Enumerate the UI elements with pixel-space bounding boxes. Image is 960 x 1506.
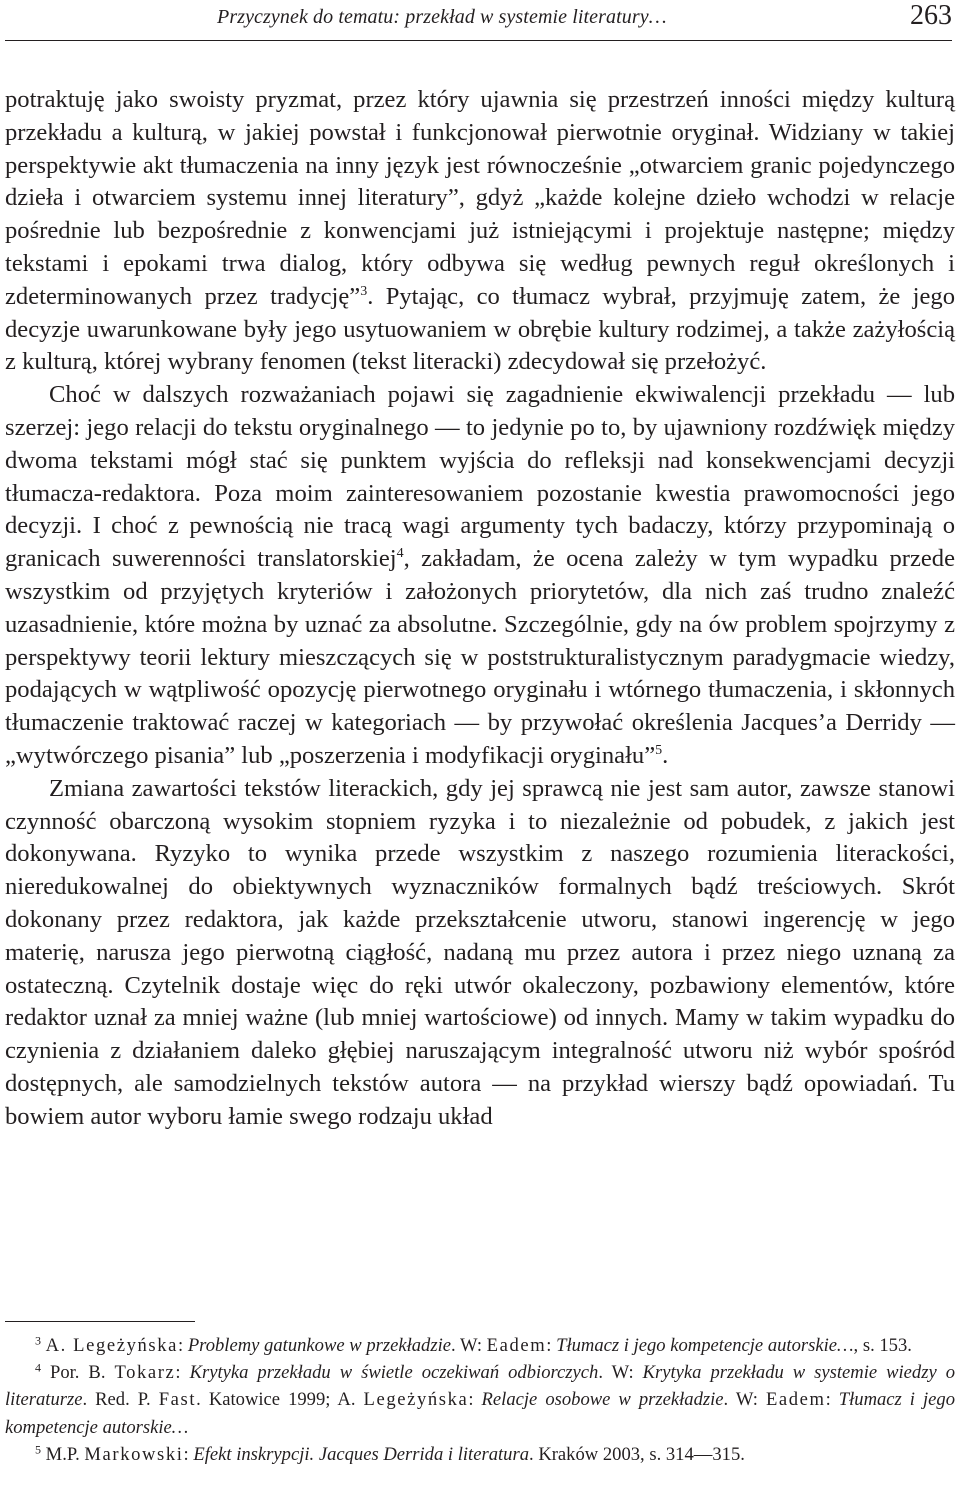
running-title: Przyczynek do tematu: przekład w systemie literatury… bbox=[217, 6, 667, 28]
footnote-author: Eadem bbox=[765, 1389, 826, 1411]
footnote-title: Krytyka przekładu w systemie wiedzy o literaturze bbox=[5, 1362, 955, 1411]
footnote-title: Problemy gatunkowe w przekładzie bbox=[187, 1335, 452, 1356]
footnote-author: Fast bbox=[158, 1389, 197, 1411]
footnote-text: : bbox=[175, 1362, 190, 1384]
footnote-text: . W: bbox=[451, 1335, 487, 1356]
footnote-ref-3: 3 bbox=[360, 283, 368, 299]
footnote-author: Legeżyńska bbox=[363, 1389, 469, 1411]
footnote-divider bbox=[5, 1321, 195, 1322]
footnote-title: Efekt inskrypcji. Jacques Derrida i literatura bbox=[193, 1443, 530, 1465]
footnote-title: Krytyka przekładu w świetle oczekiwań odbiorczych bbox=[189, 1362, 599, 1384]
footnote-author: Markowski bbox=[84, 1443, 184, 1465]
footnote-title: Tłumacz i jego kompetencje autorskie… bbox=[5, 1389, 956, 1438]
paragraph-3 bbox=[5, 773, 955, 1134]
footnote-author: A. Legeżyńska bbox=[45, 1335, 178, 1356]
footnote-5 bbox=[5, 1441, 955, 1468]
body-text bbox=[5, 84, 955, 1134]
footnote-text: : bbox=[546, 1335, 557, 1356]
footnote-author: Eadem bbox=[486, 1335, 547, 1356]
footnote-text: Por. B. bbox=[49, 1362, 115, 1384]
footnote-number: 5 bbox=[35, 1442, 41, 1457]
footnote-number: 4 bbox=[35, 1360, 41, 1375]
paragraph-3-text: Zmiana zawartości tekstów literackich, gdy jej sprawcą nie jest sam autor, zawsze stanowi czynność obarczoną wysokim stopniem ryzyka i to niezależnie od pobudek, z jakich jest dokonywana. Ryzyko to wynika przede wszystkim z naszego rozumienia literackości, nieredukowalnej do obiektywnych wyznaczników formalnych bądź treściowych. Skrót dokonany przez redaktora, jak każde przekształcenie utworu, stanowi ingerencję w jego materię, narusza jego pierwotną ciągłość, nadaną mu przez autora i przez niego uznaną za ostateczną. Czytelnik dostaje więc do ręki utwór okaleczony, pozbawiony elementów, które redaktor uznał za mniej ważne (lub mniej wartościowe) od innych. Mamy w takim wypadku do czynienia z działaniem daleko głębiej naruszającym integralność utworu niż wybór spośród dostępnych, ale samodzielnych tekstów autora — na przykład wierszy bądź opowiadań. Tu bowiem autor wyboru łamie swego rodzaju układ bbox=[5, 774, 955, 1130]
footnotes bbox=[5, 1332, 955, 1468]
paragraph-2-text-a: Choć w dalszych rozważaniach pojawi się zagadnienie ekwiwalencji przekładu — lub szerzej: jego relacji do tekstu oryginalnego — to jedynie po to, by ujawniony rozdźwięk między dwoma tekstami mógł stać się punktem wyjścia do refleksji nad konsekwencjami decyzji tłumacza-redaktora. Poza moim zainteresowaniem pozostanie kwestia prawomocności jego decyzji. I choć z pewnością nie tracą wagi argumenty tych badaczy, którzy przypominają o granicach suwerenności translatorskiej bbox=[5, 381, 955, 573]
paragraph-2-text-c: . bbox=[662, 741, 669, 769]
footnote-text: M.P. bbox=[45, 1443, 85, 1465]
footnote-ref-4: 4 bbox=[396, 546, 404, 562]
paragraph-2 bbox=[5, 379, 955, 773]
footnote-text: . Red. P. bbox=[82, 1389, 159, 1411]
footnote-text: . Katowice 1999; A. bbox=[196, 1389, 364, 1411]
footnote-title: Relacje osobowe w przekładzie bbox=[481, 1389, 724, 1411]
running-header bbox=[5, 0, 952, 41]
footnote-title: Tłumacz i jego kompetencje autorskie… bbox=[556, 1335, 854, 1356]
footnote-3 bbox=[5, 1332, 955, 1359]
footnote-ref-5: 5 bbox=[655, 742, 663, 758]
footnote-text: . Kraków 2003, s. 314—315. bbox=[529, 1443, 745, 1465]
paragraph-1-text-a: potraktuję jako swoisty pryzmat, przez który ujawnia się przestrzeń inności między kulturą przekładu a kulturą, w jakiej powstał i funkcjonował pierwotnie oryginał. Widziany w takiej perspektywie akt tłumaczenia na inny język jest równocześnie „otwarciem granic pojedynczego dzieła i otwarciem systemu innej literatury”, gdyż „każde kolejne dzieło wchodzi w relacje pośrednie lub bezpośrednie z konwencjami już istniejącymi i projektuje następne; między tekstami i epokami trwa dialog, który odbywa się według pewnych reguł określonych i zdeterminowanych przez tradycję” bbox=[5, 86, 955, 310]
footnote-text: . W: bbox=[598, 1362, 643, 1384]
footnote-number: 3 bbox=[35, 1333, 41, 1348]
footnote-text: : bbox=[468, 1389, 482, 1411]
footnote-text: . W: bbox=[723, 1389, 766, 1411]
paragraph-1 bbox=[5, 84, 955, 379]
footnote-text: : bbox=[177, 1335, 188, 1356]
footnote-text: : bbox=[825, 1389, 839, 1411]
footnote-text: : bbox=[183, 1443, 194, 1465]
page-number: 263 bbox=[910, 0, 952, 31]
paragraph-1-text-b: . Pytając, co tłumacz wybrał, przyjmuję zatem, że jego decyzje uwarunkowane były jego usytuowaniem w obrębie kultury rodzimej, a także zażyłością z kulturą, której wybrany fenomen (tekst literacki) zdecydował się przełożyć. bbox=[5, 282, 955, 376]
footnote-text: , s. 153. bbox=[853, 1335, 912, 1356]
footnote-author: Tokarz bbox=[114, 1362, 176, 1384]
footnote-4 bbox=[5, 1359, 955, 1441]
paragraph-2-text-b: , zakładam, że ocena zależy w tym wypadku przede wszystkim od przyjętych kryteriów i założonych priorytetów, dla nich zaś trudno znaleźć uzasadnienie, które można by uznać za absolutne. Szczególnie, gdy na ów problem spojrzymy z perspektywy teorii lektury mieszczących się w poststrukturalistycznym paradygmacie wiedzy, podających w wątpliwość opozycję pierwotnego oryginału i wtórnego tłumaczenia, i skłonnych tłumaczenie traktować raczej w kategoriach — by przywołać określenia Jacques’a Derridy — „wytwórczego pisania” lub „poszerzenia i modyfikacji oryginału” bbox=[5, 545, 955, 769]
